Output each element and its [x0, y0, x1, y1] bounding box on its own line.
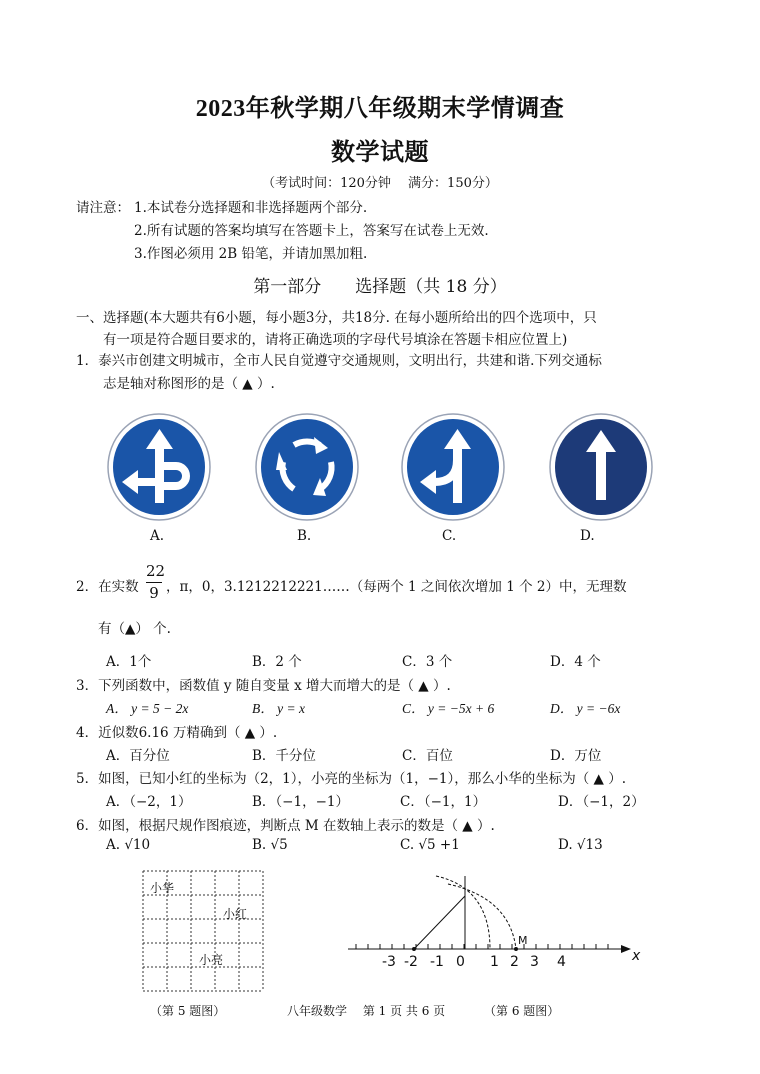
question-3-option-b: B． y = x	[252, 701, 305, 716]
option-b-label: B.	[297, 528, 312, 544]
question-6-stem: 6．如图，根据尺规作图痕迹，判断点 M 在数轴上表示的数是（ ▲ ）.	[76, 818, 495, 834]
question-4-option-d: D．万位	[550, 748, 602, 764]
tick-label-4: 4	[557, 954, 566, 970]
question-2-stem: ，π，0，3.1212212221……（每两个 1 之间依次增加 1 个 2）中，无理数	[166, 579, 627, 595]
question-4-stem: 4．近似数6.16 万精确到（ ▲ ）.	[76, 725, 278, 741]
axis-x-label: x	[632, 948, 641, 964]
question-4-option-c: C．百位	[402, 748, 453, 764]
question-5-option-a: A．（−2，1）	[106, 794, 192, 810]
tick-label-0: 0	[456, 954, 465, 970]
page-subtitle: 数学试题	[331, 140, 429, 166]
note-item: 1.本试卷分选择题和非选择题两个部分.	[134, 200, 368, 216]
traffic-sign-b-icon	[254, 412, 360, 522]
traffic-sign-d-icon	[548, 412, 654, 522]
tick-label-neg2: -2	[404, 954, 418, 970]
question-2-prefix: 2．在实数	[76, 579, 139, 595]
tick-label-2: 2	[510, 954, 519, 970]
grid-label-xiaoliang: 小亮	[199, 953, 224, 967]
question-3-option-d: D． y = −6x	[550, 701, 621, 716]
fraction-numerator: 22	[146, 562, 166, 580]
question-6-option-a: A. √10	[106, 837, 151, 853]
question-2-option-a: A．1个	[106, 654, 152, 670]
question-2-option-c: C．3 个	[402, 654, 453, 670]
traffic-sign-c-icon	[400, 412, 506, 522]
question-5-option-d: D．（−1，2）	[558, 794, 645, 810]
traffic-sign-a-icon	[106, 412, 212, 522]
figure-5-caption: （第 5 题图）	[150, 1004, 226, 1018]
figure-6-caption: （第 6 题图）	[484, 1004, 560, 1018]
fraction-denominator: 9	[149, 584, 159, 602]
fraction-bar	[146, 582, 162, 583]
page-title: 2023年秋学期八年级期末学情调查	[195, 96, 565, 122]
section-one-intro: 有一项是符合题目要求的，请将正确选项的字母代号填涂在答题卡相应位置上)	[103, 332, 568, 348]
question-1-stem: 志是轴对称图形的是（ ▲ ）.	[103, 376, 275, 392]
tick-label-1: 1	[490, 954, 499, 970]
question-3-stem: 3．下列函数中，函数值 y 随自变量 x 增大而增大的是（ ▲ ）.	[76, 678, 451, 694]
question-1-stem: 1．泰兴市创建文明城市，全市人民自觉遵守交通规则，文明出行，共建和谐.下列交通标	[76, 353, 602, 369]
page-footer: 八年级数学 第 1 页 共 6 页	[287, 1004, 446, 1018]
grid-label-xiaohong: 小红	[223, 907, 248, 921]
question-6-option-c: C. √5 +1	[400, 837, 460, 853]
note-item: 3.作图必须用 2B 铅笔，并请加黑加粗.	[134, 246, 368, 262]
question-6-option-b: B. √5	[252, 837, 288, 853]
question-2-option-d: D．4 个	[550, 654, 601, 670]
tick-label-neg1: -1	[430, 954, 444, 970]
tick-label-neg3: -3	[382, 954, 396, 970]
section-one-intro: 一、选择题(本大题共有6小题，每小题3分，共18分. 在每小题所给出的四个选项中，只	[76, 310, 597, 326]
question-3-option-a: A． y = 5 − 2x	[106, 701, 189, 716]
question-2-option-b: B．2 个	[252, 654, 302, 670]
note-item: 2.所有试题的答案均填写在答题卡上，答案写在试卷上无效.	[134, 223, 489, 239]
option-d-label: D.	[580, 528, 595, 544]
option-a-label: A.	[150, 528, 165, 544]
tick-label-3: 3	[530, 954, 539, 970]
question-4-option-a: A．百分位	[106, 748, 170, 764]
question-4-option-b: B．千分位	[252, 748, 316, 764]
question-3-option-c: C． y = −5x + 6	[402, 701, 495, 716]
exam-info: （考试时间：120分钟 满分：150分）	[262, 176, 498, 191]
question-2-stem: 有（▲） 个.	[98, 621, 171, 637]
grid-label-xiaohua: 小华	[150, 881, 175, 895]
point-m-label: M	[518, 934, 528, 947]
part-one-title: 第一部分 选择题（共 18 分）	[253, 277, 507, 297]
option-c-label: C.	[442, 528, 457, 544]
question-5-option-b: B．（−1，−1）	[252, 794, 349, 810]
question-5-option-c: C．（−1，1）	[400, 794, 487, 810]
question-5-stem: 5．如图，已知小红的坐标为（2，1），小亮的坐标为（1，−1），那么小华的坐标为（ ▲ ）.	[76, 771, 627, 787]
notes-label: 请注意：	[76, 200, 130, 216]
question-6-option-d: D. √13	[558, 837, 603, 853]
